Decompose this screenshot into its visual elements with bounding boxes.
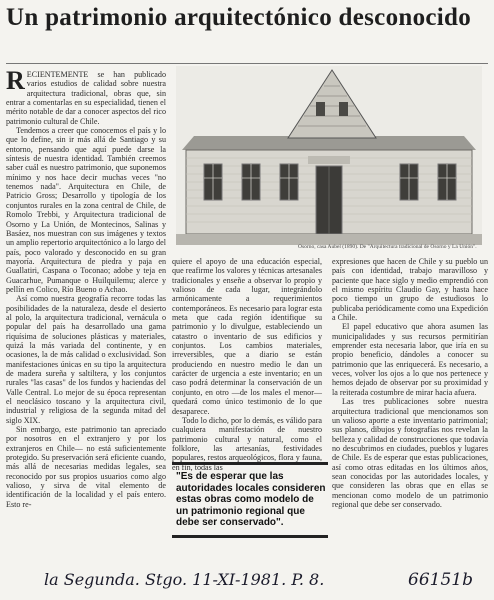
article-title: Un patrimonio arquitectónico desconocido	[6, 4, 472, 31]
text-column-2	[172, 257, 322, 472]
paragraph: expresiones que hacen de Chile y su pueblo un país con identidad, trabajo maravilloso y paciente que hace siglo y medio emprendió con el mismo espíritu Claudio Gay, y hasta hace poco tiempo un grupo de estudiosos lo publicaba periódicamente como una Expedición a Chile.	[332, 257, 488, 323]
drop-cap: R	[6, 66, 25, 95]
photo-caption: Osorno, casa Aubel (1890). De "Arquitectura tradicional de Osorno y La Unión".	[298, 244, 477, 250]
paragraph: Las tres publicaciones sobre nuestra arquitectura tradicional que mencionamos son un valioso aporte a este inventario patrimonial; sus planos, dibujos y fotografías nos revelan la belleza y calidad de construcciones que todavía no descubrimos en ciudades, pueblos y lugares de Chile. Es de esperar que estas publicaciones, así como otras editadas en los últimos años, sean conocidas por las autoridades locales, y que consideren las obras que en ellas se mencionan como modelo de un patrimonio regional que debe ser conservado.	[332, 397, 488, 509]
text-column-1	[6, 66, 166, 564]
paragraph: El papel educativo que ahora asumen las municipalidades y sus recursos permitirían emprender esta necesaria labor, que iría en su propio beneficio, dándoles a conocer su patrimonio que las enriquecerá. Es necesario, a veces, volver los ojos a lo que nos pertenece y hemos dejado de observar por su proximidad y la reiterada costumbre de mirar hacia afuera.	[332, 322, 488, 397]
paragraph: ECIENTEMENTE se han publicado varios estudios de calidad sobre nuestra arquitectura tradicional, obras que, sin entrar a comentarlas en su especialidad, tienen el mérito notable de dar a conocer aspectos del rico patrimonio cultural de Chile.	[6, 70, 166, 126]
handwritten-source-note: la Segunda. Stgo. 11-XI-1981. P. 8.	[44, 570, 325, 589]
pull-quote: "Es de esperar que las autoridades locales consideren estas obras como modelo de un patrimonio regional que debe ser conservado".	[172, 462, 328, 538]
house-photo	[176, 66, 482, 245]
paragraph: Todo lo dicho, por lo demás, es válido para cualquiera manifestación de nuestro patrimonio cultural y natural, como el folklore, las artesanías, festividades populares, restos arqueológicos, flora y fauna, en fin, todas las	[172, 415, 322, 472]
text-column-3	[332, 257, 488, 572]
archive-number: 66151b	[408, 570, 473, 590]
paragraph: Tendemos a creer que conocemos el país y lo que lo define, sin ir más allá de Santiago y su entorno, pensando que aquí puede darse la síntesis de nuestra identidad. También creemos saber cuál es nuestro patrimonio, que suponemos mínimo y nos hace decir muchas veces "no tenemos nada". Arquitectura en Chile, de Patricio Gross; Desarrollo y tipología de los conjuntos rurales en la zona central de Chile, de Romolo Trebbi, y Arquitectura tradicional de Osorno y La Unión, de Montecinos, Salinas y Basáez, nos muestran con sus imágenes y textos un amplio repertorio arquitectónico a lo largo del país, poco valorado y desconocido en su gran mayoría. Arquitectura de piedra y paja en Guallatiri, Caspana o Toconao; adobe y teja en Guacarhue, Pumanque o Huilquilemu; alerce y pellín en Colico, Río Bueno o Achao.	[6, 126, 166, 294]
paragraph: quiere el apoyo de una educación especial, que reafirme los valores y técnicas artesanales tradicionales y enseñe a observar lo propio y valioso de cada lugar, integrándolo armónicamente a requerimientos contemporáneos. Es necesario para lograr esta meta que cada región identifique su patrimonio y lo divulgue, estableciendo un catastro o inventario de sus edificios y conjuntos. Los cambios materiales, irreversibles, que a diario se están produciendo en nuestro medio le dan un carácter de urgencia a este inventario; en un caso podrá determinar la conservación de un conjunto, en otro —de los males el menor— quedará como único testimonio de lo que desaparece.	[172, 257, 322, 416]
paragraph: Sin embargo, este patrimonio tan apreciado por nosotros en el extranjero y por los extranjeros en Chile— no está suficientemente protegido. Su preservación será eficiente cuando, más allá de necesarias medidas legales, sea reconocido por sus propios usuarios como algo valioso, y sirva de vital elemento de identificación de la localidad y el país entero. Esto re-	[6, 425, 166, 509]
paragraph: Así como nuestra geografía recorre todas las posibilidades de la naturaleza, desde el desierto al polo, la arquitectura tradicional, vernácula o popular del país ha desarrollado una gama riquísima de soluciones plásticas y materiales, quizá la más variada del continente, y en ocasiones, la de más calidad o exclusividad. Son manifestaciones únicas en su tipo la arquitectura de madera sureña y saltiltera, y los conjuntos rurales "las casas" de los fundos y haciendas del Valle Central. Lo mejor de su época representan el neoclásico toscano y la arquitectura civil, industrial y religiosa de la segunda mitad del siglo XIX.	[6, 294, 166, 425]
title-rule	[6, 63, 488, 64]
